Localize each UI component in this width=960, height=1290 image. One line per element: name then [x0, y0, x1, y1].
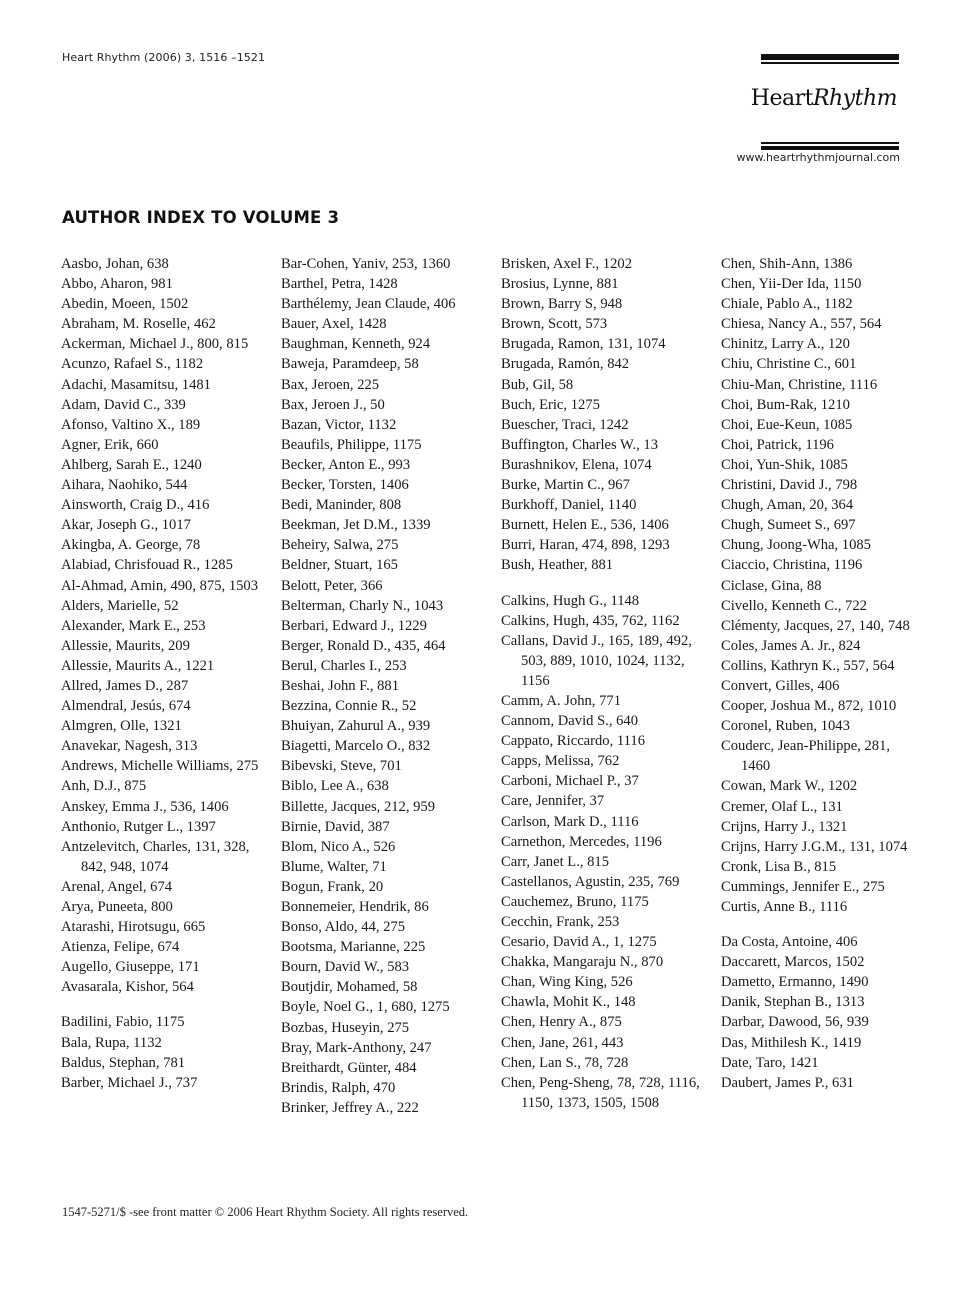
author-entry: Akingba, A. George, 78	[61, 537, 201, 554]
author-entry: Barber, Michael J., 737	[61, 1074, 198, 1091]
author-entry: Breithardt, Günter, 484	[281, 1059, 417, 1076]
index-column-1	[61, 254, 271, 1093]
author-entry: Chen, Lan S., 78, 728	[501, 1054, 629, 1071]
author-entry: Carboni, Michael P., 37	[501, 773, 639, 790]
author-entry: Acunzo, Rafael S., 1182	[61, 356, 204, 373]
author-entry: Choi, Bum-Rak, 1210	[721, 396, 850, 413]
author-entry: Cooper, Joshua M., 872, 1010	[721, 698, 897, 715]
author-entry: Brown, Barry S, 948	[501, 296, 623, 313]
author-entry: Bazan, Victor, 1132	[281, 416, 397, 433]
author-entry: Atarashi, Hirotsugu, 665	[61, 919, 206, 936]
author-entry: Bozbas, Huseyin, 275	[281, 1019, 410, 1036]
author-entry: Chiu, Christine C., 601	[721, 356, 857, 373]
author-entry: Allessie, Maurits A., 1221	[61, 657, 215, 674]
author-entry: Barthélemy, Jean Claude, 406	[281, 296, 456, 313]
author-entry: Brugada, Ramón, 842	[501, 356, 630, 373]
author-entry: Chen, Henry A., 875	[501, 1014, 622, 1031]
author-entry: Almgren, Olle, 1321	[61, 718, 182, 735]
author-entry: Alabiad, Chrisfouad R., 1285	[61, 557, 233, 574]
author-entry: Bar-Cohen, Yaniv, 253, 1360	[281, 256, 451, 272]
author-entry: Beshai, John F., 881	[281, 677, 400, 694]
author-entry: Allred, James D., 287	[61, 677, 189, 694]
author-entry: Chiesa, Nancy A., 557, 564	[721, 316, 882, 333]
author-entry: Chinitz, Larry A., 120	[721, 336, 850, 353]
author-entry: Bhuiyan, Zahurul A., 939	[281, 718, 431, 735]
author-entry: Chan, Wing King, 526	[501, 974, 633, 991]
author-entry: Anh, D.J., 875	[61, 778, 147, 795]
author-entry: Buch, Eric, 1275	[501, 396, 600, 413]
author-entry: Bub, Gil, 58	[501, 376, 574, 393]
author-entry: Afonso, Valtino X., 189	[61, 416, 201, 433]
author-entry: Akar, Joseph G., 1017	[61, 517, 191, 534]
author-entry: Adam, David C., 339	[61, 396, 186, 413]
header-rule-top-thin	[761, 62, 899, 64]
author-entry: Crijns, Harry J., 1321	[721, 818, 848, 835]
author-entry: Care, Jennifer, 37	[501, 793, 605, 810]
author-entry: Chen, Yii-Der Ida, 1150	[721, 276, 862, 293]
author-entry: Ainsworth, Craig D., 416	[61, 497, 210, 514]
author-entry: Avasarala, Kishor, 564	[61, 979, 194, 996]
author-entry: Couderc, Jean-Philippe, 281, 1460	[721, 738, 891, 775]
author-entry: Brown, Scott, 573	[501, 316, 608, 333]
author-entry: Anskey, Emma J., 536, 1406	[61, 798, 229, 815]
author-entry: Clémenty, Jacques, 27, 140, 748	[721, 617, 910, 634]
author-entry: Carnethon, Mercedes, 1196	[501, 833, 662, 850]
author-entry: Bray, Mark-Anthony, 247	[281, 1039, 432, 1056]
author-entry: Beheiry, Salwa, 275	[281, 537, 399, 554]
author-entry: Becker, Anton E., 993	[281, 456, 411, 473]
author-entry: Carr, Janet L., 815	[501, 853, 610, 870]
author-entry: Bourn, David W., 583	[281, 959, 410, 976]
author-entry: Allessie, Maurits, 209	[61, 637, 190, 654]
author-entry: Callans, David J., 165, 189, 492, 503, 889, 1010, 1024, 1132, 1156	[501, 632, 692, 689]
header-rule-bottom-thick	[761, 146, 899, 150]
logo-heart: Heart	[750, 86, 813, 111]
author-entry: Date, Taro, 1421	[721, 1054, 819, 1071]
journal-logo	[751, 86, 897, 111]
author-entry: Dametto, Ermanno, 1490	[721, 974, 869, 991]
author-entry: Bala, Rupa, 1132	[61, 1034, 162, 1051]
author-entry: Blume, Walter, 71	[281, 858, 387, 875]
author-entry: Andrews, Michelle Williams, 275	[61, 758, 259, 775]
author-entry: Convert, Gilles, 406	[721, 677, 840, 694]
author-entry: Becker, Torsten, 1406	[281, 477, 409, 494]
author-entry: Beldner, Stuart, 165	[281, 557, 398, 574]
author-entry: Burkhoff, Daniel, 1140	[501, 497, 637, 514]
author-entry: Daccarett, Marcos, 1502	[721, 954, 865, 971]
author-entry: Agner, Erik, 660	[61, 436, 159, 453]
author-entry: Beaufils, Philippe, 1175	[281, 436, 422, 453]
author-entry: Brindis, Ralph, 470	[281, 1079, 396, 1096]
author-entry: Biagetti, Marcelo O., 832	[281, 738, 431, 755]
author-entry: Boutjdir, Mohamed, 58	[281, 979, 418, 996]
author-entry: Cecchin, Frank, 253	[501, 914, 620, 930]
author-entry: Carlson, Mark D., 1116	[501, 813, 639, 830]
author-entry: Bush, Heather, 881	[501, 557, 614, 574]
author-entry: Chiu-Man, Christine, 1116	[721, 376, 878, 393]
author-entry: Cesario, David A., 1, 1275	[501, 934, 657, 951]
author-entry: Cremer, Olaf L., 131	[721, 798, 843, 815]
author-entry: Bibevski, Steve, 701	[281, 758, 402, 775]
author-entry: Berger, Ronald D., 435, 464	[281, 637, 446, 654]
author-entry: Boyle, Noel G., 1, 680, 1275	[281, 999, 450, 1016]
author-entry: Bonnemeier, Hendrik, 86	[281, 899, 429, 915]
author-entry: Cummings, Jennifer E., 275	[721, 878, 885, 895]
author-entry: Calkins, Hugh, 435, 762, 1162	[501, 612, 680, 629]
author-entry: Crijns, Harry J.G.M., 131, 1074	[721, 838, 908, 855]
author-entry: Alders, Marielle, 52	[61, 597, 179, 614]
author-entry: Bax, Jeroen, 225	[281, 376, 380, 393]
author-entry: Brinker, Jeffrey A., 222	[281, 1099, 419, 1116]
author-entry: Berbari, Edward J., 1229	[281, 617, 427, 634]
author-entry: Anavekar, Nagesh, 313	[61, 738, 198, 755]
author-entry: Abraham, M. Roselle, 462	[61, 316, 216, 333]
author-entry: Cronk, Lisa B., 815	[721, 858, 837, 875]
author-entry: Burke, Martin C., 967	[501, 477, 630, 494]
author-entry: Adachi, Masamitsu, 1481	[61, 376, 211, 393]
author-entry: Chen, Shih-Ann, 1386	[721, 256, 853, 272]
author-entry: Curtis, Anne B., 1116	[721, 899, 848, 915]
author-entry: Brisken, Axel F., 1202	[501, 256, 632, 272]
author-entry: Castellanos, Agustin, 235, 769	[501, 873, 680, 890]
author-entry: Cannom, David S., 640	[501, 713, 639, 730]
author-entry: Bootsma, Marianne, 225	[281, 939, 426, 956]
author-entry: Chen, Jane, 261, 443	[501, 1034, 624, 1051]
index-column-3	[501, 254, 711, 1113]
author-entry: Camm, A. John, 771	[501, 692, 621, 709]
author-entry: Biblo, Lee A., 638	[281, 778, 389, 795]
author-entry: Cappato, Riccardo, 1116	[501, 733, 646, 750]
author-entry: Buffington, Charles W., 13	[501, 436, 659, 453]
author-entry: Chung, Joong-Wha, 1085	[721, 537, 871, 554]
author-entry: Belott, Peter, 366	[281, 577, 383, 594]
author-entry: Cowan, Mark W., 1202	[721, 778, 858, 795]
author-entry: Augello, Giuseppe, 171	[61, 959, 200, 976]
index-column-2	[281, 254, 491, 1118]
author-entry: Capps, Melissa, 762	[501, 753, 620, 770]
author-entry: Daubert, James P., 631	[721, 1074, 854, 1091]
author-entry: Chen, Peng-Sheng, 78, 728, 1116, 1150, 1373, 1505, 1508	[501, 1074, 700, 1111]
author-entry: Calkins, Hugh G., 1148	[501, 592, 640, 609]
author-entry: Blom, Nico A., 526	[281, 838, 396, 855]
author-entry: Badilini, Fabio, 1175	[61, 1014, 185, 1031]
author-entry: Coronel, Ruben, 1043	[721, 718, 850, 735]
author-entry: Birnie, David, 387	[281, 818, 390, 835]
author-entry: Beekman, Jet D.M., 1339	[281, 517, 431, 534]
author-entry: Atienza, Felipe, 674	[61, 939, 180, 956]
author-entry: Darbar, Dawood, 56, 939	[721, 1014, 869, 1031]
author-entry: Arenal, Angel, 674	[61, 878, 173, 895]
author-entry: Collins, Kathryn K., 557, 564	[721, 657, 895, 674]
author-entry: Das, Mithilesh K., 1419	[721, 1034, 862, 1051]
copyright-footer: 1547-5271/$ -see front matter © 2006 Heart Rhythm Society. All rights reserved.	[62, 1205, 469, 1219]
journal-url: www.heartrhythmjournal.com	[736, 151, 900, 164]
author-entry: Alexander, Mark E., 253	[61, 617, 206, 634]
author-entry: Ahlberg, Sarah E., 1240	[61, 456, 202, 473]
author-entry: Burnett, Helen E., 536, 1406	[501, 517, 669, 534]
author-entry: Ciaccio, Christina, 1196	[721, 557, 863, 574]
author-entry: Berul, Charles I., 253	[281, 657, 407, 674]
author-entry: Chiale, Pablo A., 1182	[721, 296, 853, 313]
author-entry: Brosius, Lynne, 881	[501, 276, 619, 293]
author-entry: Aihara, Naohiko, 544	[61, 477, 188, 494]
author-entry: Baldus, Stephan, 781	[61, 1054, 186, 1071]
author-entry: Choi, Patrick, 1196	[721, 436, 834, 453]
author-entry: Arya, Puneeta, 800	[61, 899, 173, 915]
author-entry: Chakka, Mangaraju N., 870	[501, 954, 664, 971]
author-entry: Al-Ahmad, Amin, 490, 875, 1503	[61, 577, 259, 594]
author-entry: Da Costa, Antoine, 406	[721, 934, 858, 951]
author-entry: Abedin, Moeen, 1502	[61, 296, 189, 313]
author-entry: Burashnikov, Elena, 1074	[501, 456, 652, 473]
author-entry: Anthonio, Rutger L., 1397	[61, 818, 216, 835]
author-entry: Civello, Kenneth C., 722	[721, 597, 867, 614]
author-entry: Belterman, Charly N., 1043	[281, 597, 444, 614]
author-entry: Brugada, Ramon, 131, 1074	[501, 336, 666, 353]
header-rule-top-thick	[761, 54, 899, 60]
author-entry: Bonso, Aldo, 44, 275	[281, 919, 406, 936]
author-entry: Baweja, Paramdeep, 58	[281, 356, 419, 373]
author-entry: Bedi, Maninder, 808	[281, 497, 402, 514]
author-entry: Abbo, Aharon, 981	[61, 276, 173, 293]
author-entry: Ackerman, Michael J., 800, 815	[61, 336, 249, 353]
author-entry: Chawla, Mohit K., 148	[501, 994, 636, 1011]
author-entry: Choi, Yun-Shik, 1085	[721, 456, 848, 473]
author-entry: Cauchemez, Bruno, 1175	[501, 893, 649, 910]
author-entry: Burri, Haran, 474, 898, 1293	[501, 537, 670, 554]
author-entry: Chugh, Sumeet S., 697	[721, 517, 856, 534]
author-entry: Christini, David J., 798	[721, 477, 858, 494]
header-rule-bottom-thin	[761, 142, 899, 144]
author-entry: Bauer, Axel, 1428	[281, 316, 387, 333]
page-title: AUTHOR INDEX TO VOLUME 3	[62, 208, 340, 227]
index-column-4	[721, 254, 911, 1093]
author-entry: Barthel, Petra, 1428	[281, 276, 398, 293]
author-entry: Coles, James A. Jr., 824	[721, 637, 861, 654]
author-entry: Almendral, Jesús, 674	[61, 698, 191, 715]
author-entry: Choi, Eue-Keun, 1085	[721, 416, 853, 433]
journal-citation: Heart Rhythm (2006) 3, 1516 –1521	[62, 51, 266, 64]
author-entry: Antzelevitch, Charles, 131, 328, 842, 948, 1074	[61, 838, 250, 875]
author-entry: Baughman, Kenneth, 924	[281, 336, 431, 353]
author-entry: Bax, Jeroen J., 50	[281, 396, 385, 413]
author-entry: Chugh, Aman, 20, 364	[721, 497, 854, 514]
author-entry: Bezzina, Connie R., 52	[281, 698, 417, 715]
author-entry: Buescher, Traci, 1242	[501, 416, 629, 433]
author-entry: Danik, Stephan B., 1313	[721, 994, 865, 1011]
author-entry: Billette, Jacques, 212, 959	[281, 798, 436, 815]
author-entry: Bogun, Frank, 20	[281, 878, 384, 895]
author-entry: Aasbo, Johan, 638	[61, 256, 169, 272]
author-entry: Ciclase, Gina, 88	[721, 577, 822, 594]
logo-rhythm: Rhythm	[812, 86, 897, 111]
